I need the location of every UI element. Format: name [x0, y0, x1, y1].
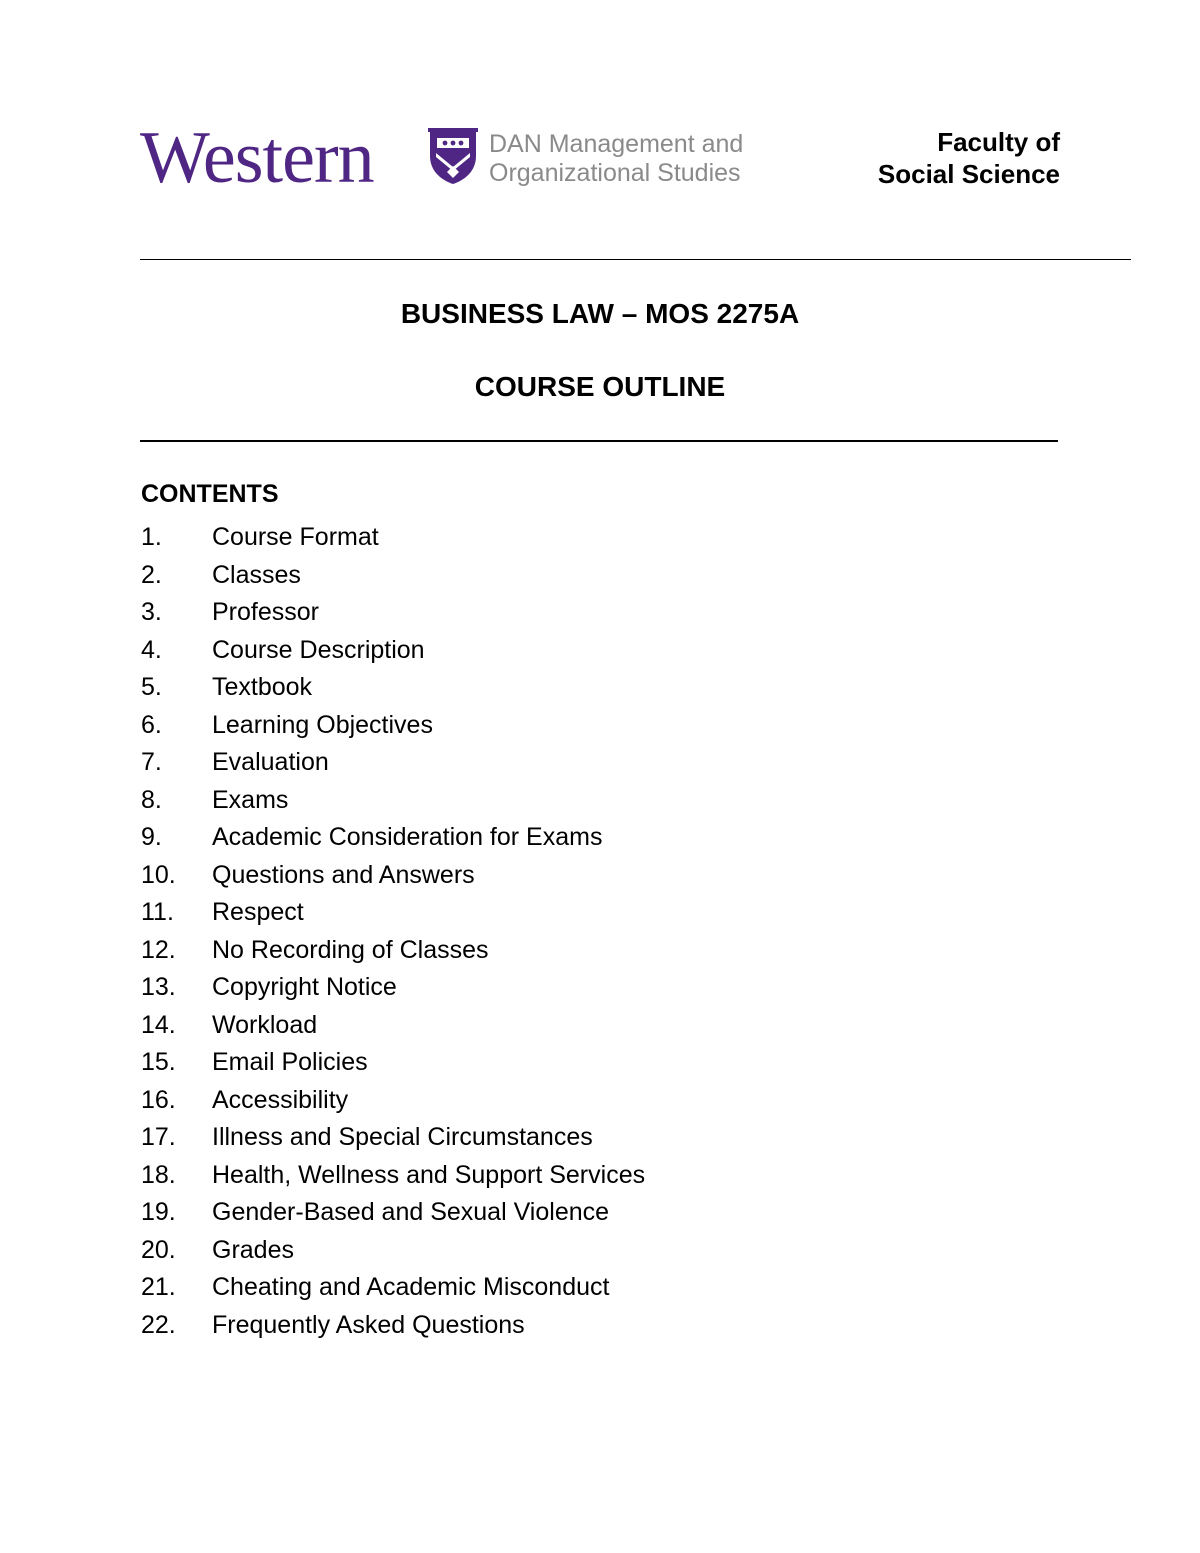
toc-item-number: 8.	[141, 785, 162, 814]
toc-item-label: Gender-Based and Sexual Violence	[212, 1198, 610, 1226]
toc-item	[141, 707, 645, 745]
toc-item	[141, 857, 645, 895]
toc-item-number: 14.	[141, 1010, 176, 1039]
toc-item-number: 11.	[141, 898, 174, 926]
toc-item-label: Course Description	[212, 635, 425, 664]
toc-item-label: Learning Objectives	[212, 710, 433, 739]
western-logo: Western	[140, 117, 374, 199]
toc-item	[141, 557, 645, 595]
toc-item	[141, 1044, 645, 1082]
toc-item	[141, 669, 645, 707]
toc-item-label: Questions and Answers	[212, 860, 475, 889]
faculty-name	[878, 126, 1060, 190]
toc-item	[141, 1269, 645, 1307]
toc-item-label: Professor	[212, 598, 319, 626]
toc-item-number: 4.	[141, 635, 162, 664]
toc-item-label: Frequently Asked Questions	[212, 1310, 525, 1339]
toc-item	[141, 519, 645, 557]
toc-item-number: 22.	[141, 1310, 176, 1339]
toc-item-number: 13.	[141, 973, 176, 1001]
toc-item-number: 6.	[141, 710, 162, 739]
toc-item-number: 16.	[141, 1085, 176, 1114]
toc-item-number: 3.	[141, 598, 162, 626]
western-crest-shield-icon	[427, 126, 479, 186]
toc-item-number: 12.	[141, 935, 176, 964]
toc-item	[141, 1232, 645, 1270]
title-divider	[140, 440, 1058, 442]
toc-item-label: Health, Wellness and Support Services	[212, 1160, 646, 1189]
toc-item	[141, 932, 645, 970]
toc-item-number: 7.	[141, 748, 162, 776]
toc-item	[141, 1194, 645, 1232]
toc-item-label: Illness and Special Circumstances	[212, 1123, 593, 1151]
toc-item	[141, 1007, 645, 1045]
toc-item-label: Textbook	[212, 673, 313, 701]
document-header	[140, 118, 1060, 198]
toc-item-label: Academic Consideration for Exams	[212, 823, 603, 851]
toc-item-label: Email Policies	[212, 1048, 368, 1076]
toc-item-label: Copyright Notice	[212, 973, 397, 1001]
toc-item	[141, 594, 645, 632]
toc-item-number: 18.	[141, 1160, 176, 1189]
toc-item-label: Course Format	[212, 523, 379, 551]
toc-item-number: 21.	[141, 1273, 176, 1301]
toc-item-label: Grades	[212, 1235, 294, 1264]
toc-item	[141, 1307, 645, 1345]
faculty-line-1: Faculty of	[937, 127, 1060, 157]
toc-item-label: Evaluation	[212, 748, 329, 776]
toc-item	[141, 1119, 645, 1157]
toc-item-label: No Recording of Classes	[212, 935, 489, 964]
toc-item-number: 17.	[141, 1123, 176, 1151]
department-line-2: Organizational Studies	[489, 159, 741, 187]
toc-item-number: 19.	[141, 1198, 176, 1226]
toc-item	[141, 782, 645, 820]
toc-item-label: Classes	[212, 560, 301, 589]
header-divider	[140, 259, 1131, 260]
toc-item	[141, 1157, 645, 1195]
toc-item-number: 20.	[141, 1235, 176, 1264]
toc-item-label: Cheating and Academic Misconduct	[212, 1273, 610, 1301]
toc-item	[141, 894, 645, 932]
toc-item-number: 1.	[141, 523, 162, 551]
table-of-contents	[141, 519, 645, 1344]
toc-item-number: 15.	[141, 1048, 176, 1076]
toc-item-number: 5.	[141, 673, 162, 701]
toc-item-label: Accessibility	[212, 1085, 349, 1114]
department-name	[489, 130, 743, 188]
faculty-line-2: Social Science	[877, 159, 1060, 189]
toc-item	[141, 744, 645, 782]
toc-item	[141, 1082, 645, 1120]
department-line-1: DAN Management and	[489, 130, 744, 158]
document-subtitle: COURSE OUTLINE	[474, 371, 726, 402]
toc-item-label: Workload	[212, 1010, 318, 1039]
toc-item	[141, 632, 645, 670]
toc-item-label: Respect	[212, 898, 304, 926]
toc-item	[141, 819, 645, 857]
toc-item	[141, 969, 645, 1007]
toc-item-label: Exams	[212, 785, 289, 814]
toc-item-number: 10.	[141, 860, 176, 889]
toc-item-number: 2.	[141, 560, 162, 589]
contents-heading: CONTENTS	[141, 480, 279, 508]
toc-item-number: 9.	[141, 823, 162, 851]
course-title: BUSINESS LAW – MOS 2275A	[400, 298, 800, 329]
